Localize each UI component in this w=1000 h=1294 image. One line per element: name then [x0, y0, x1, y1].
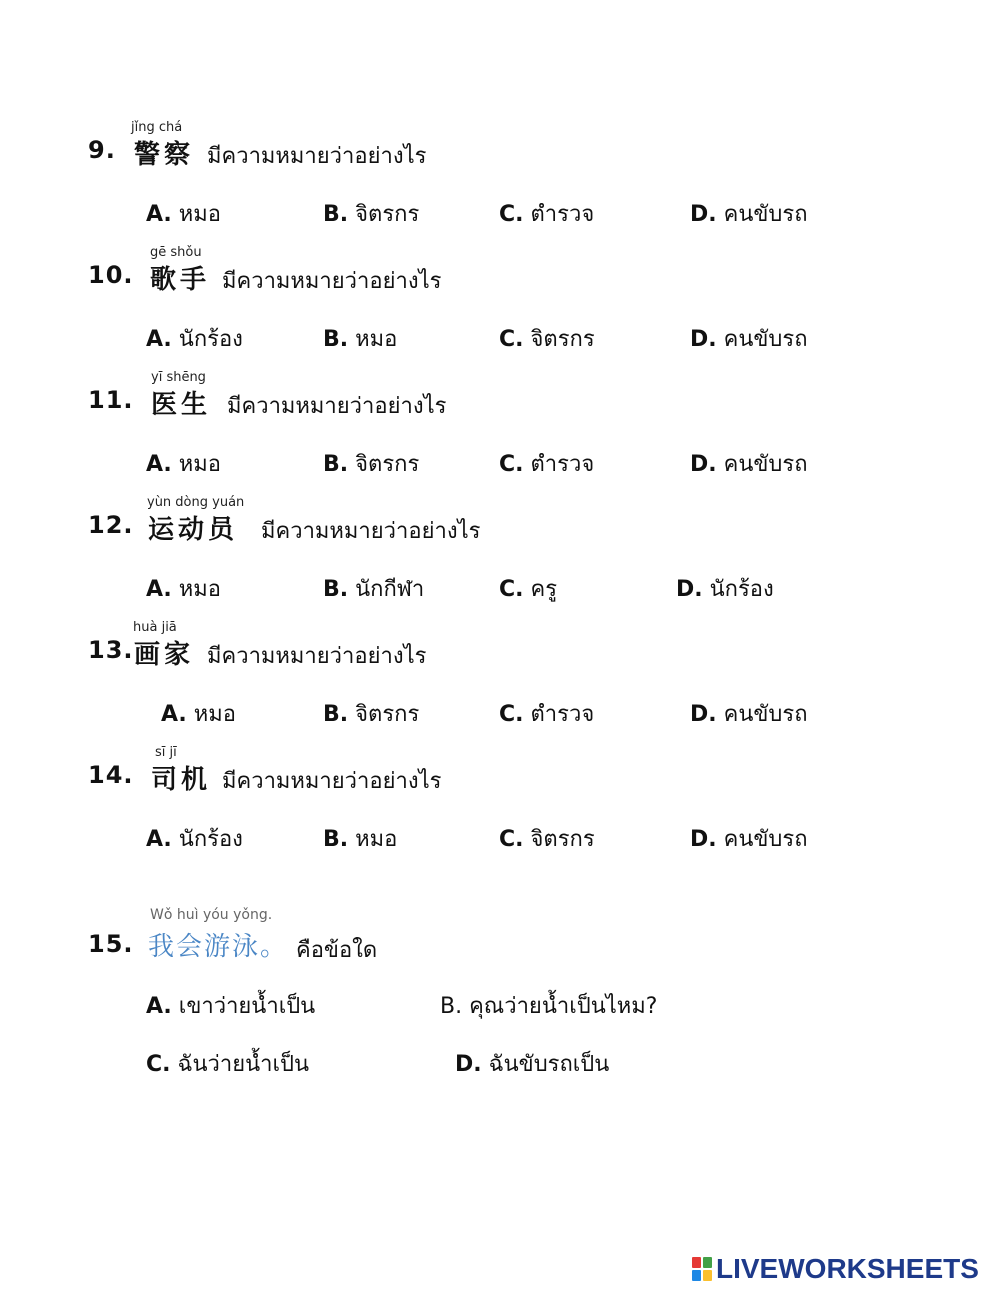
question-prompt: มีความหมายว่าอย่างไร [222, 269, 442, 294]
option-letter: D. [690, 702, 717, 727]
logo-text: LIVEWORKSHEETS [716, 1253, 979, 1284]
question-prompt: คือข้อใด [296, 938, 378, 963]
option-a[interactable] [146, 988, 315, 1023]
option-letter: C. [499, 702, 524, 727]
liveworksheets-blocks-icon [692, 1257, 712, 1281]
option-text: คนขับรถ [723, 202, 808, 227]
option-letter: D. [455, 1052, 482, 1077]
option-text: ตำรวจ [530, 702, 595, 727]
question-hanzi: 画家 [134, 640, 195, 670]
option-b[interactable] [323, 321, 397, 356]
option-letter: D. [676, 577, 703, 602]
option-text: จิตรกร [355, 702, 420, 727]
option-a[interactable] [146, 571, 221, 606]
option-c[interactable] [499, 446, 594, 481]
question-prompt: มีความหมายว่าอย่างไร [227, 394, 447, 419]
option-text: เขาว่ายน้ำเป็น [178, 994, 316, 1019]
option-text: ครู [530, 577, 558, 602]
pinyin: yùn dòng yuán [147, 495, 245, 510]
option-text: หมอ [355, 827, 398, 852]
option-b[interactable] [323, 196, 419, 231]
option-c[interactable] [499, 821, 595, 856]
pinyin: sī jī [155, 745, 177, 760]
option-b[interactable] [440, 988, 657, 1023]
question-prompt: มีความหมายว่าอย่างไร [207, 144, 427, 169]
option-d[interactable] [690, 696, 808, 731]
question-number: 9. [88, 136, 116, 164]
option-text: จิตรกร [530, 327, 595, 352]
option-a[interactable] [146, 321, 243, 356]
question-number: 10. [88, 261, 134, 289]
option-letter: C. [146, 1052, 171, 1077]
option-letter: C. [499, 327, 524, 352]
option-text: จิตรกร [530, 827, 595, 852]
option-letter: B. [323, 202, 349, 227]
option-letter: D. [690, 452, 717, 477]
option-text: หมอ [178, 452, 222, 477]
option-letter: B. [323, 702, 349, 727]
question-hanzi: 医生 [151, 390, 212, 420]
option-letter: A. [146, 827, 172, 852]
option-text: หมอ [355, 327, 398, 352]
question-hanzi: 运动员 [148, 515, 239, 545]
question-hanzi: 歌手 [150, 265, 211, 295]
option-letter: B. [323, 827, 349, 852]
option-text: จิตรกร [355, 202, 420, 227]
pinyin: jǐng chá [131, 120, 183, 135]
sentence-hanzi: 我会游泳。 [148, 932, 289, 962]
option-b[interactable] [323, 571, 424, 606]
option-d[interactable] [690, 196, 808, 231]
pinyin: yī shēng [151, 370, 206, 385]
question-prompt: มีความหมายว่าอย่างไร [207, 644, 427, 669]
option-letter: C. [499, 827, 524, 852]
option-a[interactable] [146, 446, 221, 481]
option-text: นักร้อง [178, 827, 243, 852]
option-text: นักกีฬา [355, 577, 425, 602]
option-letter: A. [146, 202, 172, 227]
option-letter: B. [323, 452, 349, 477]
option-letter: D. [690, 827, 717, 852]
option-letter: A. [146, 327, 172, 352]
option-letter: C. [499, 202, 524, 227]
pinyin: huà jiā [133, 620, 177, 635]
option-letter: A. [146, 994, 172, 1019]
option-letter: C. [499, 452, 524, 477]
option-d[interactable] [690, 821, 808, 856]
option-b[interactable] [323, 696, 419, 731]
option-text: คนขับรถ [723, 327, 808, 352]
question-prompt: มีความหมายว่าอย่างไร [261, 519, 481, 544]
option-d[interactable] [676, 571, 774, 606]
option-a[interactable] [146, 821, 243, 856]
option-letter: D. [690, 327, 717, 352]
question-number: 11. [88, 386, 134, 414]
option-text: นักร้อง [709, 577, 774, 602]
option-letter: A. [146, 452, 172, 477]
question-number: 12. [88, 511, 134, 539]
question-prompt: มีความหมายว่าอย่างไร [222, 769, 442, 794]
option-letter: B. [440, 994, 463, 1019]
option-letter: B. [323, 327, 349, 352]
option-text: จิตรกร [355, 452, 420, 477]
option-a[interactable] [161, 696, 236, 731]
option-text: คุณว่ายน้ำเป็นไหม? [469, 994, 658, 1019]
option-text: ตำรวจ [530, 202, 595, 227]
option-letter: A. [146, 577, 172, 602]
option-text: หมอ [178, 577, 222, 602]
option-a[interactable] [146, 196, 221, 231]
option-text: นักร้อง [178, 327, 243, 352]
option-letter: D. [690, 202, 717, 227]
option-d[interactable] [455, 1046, 609, 1081]
pinyin: gē shǒu [150, 245, 202, 260]
question-number: 13. [88, 636, 134, 664]
option-text: ฉันว่ายน้ำเป็น [177, 1052, 310, 1077]
pinyin: Wǒ huì yóu yǒng. [150, 907, 273, 923]
option-c[interactable] [146, 1046, 309, 1081]
option-letter: B. [323, 577, 349, 602]
option-text: คนขับรถ [723, 702, 808, 727]
option-text: คนขับรถ [723, 827, 808, 852]
option-c[interactable] [499, 321, 595, 356]
question-number: 15. [88, 930, 134, 958]
option-d[interactable] [690, 321, 808, 356]
option-b[interactable] [323, 821, 397, 856]
option-c[interactable] [499, 571, 557, 606]
option-c[interactable] [499, 696, 594, 731]
option-letter: A. [161, 702, 187, 727]
question-number: 14. [88, 761, 134, 789]
option-c[interactable] [499, 196, 594, 231]
option-text: ตำรวจ [530, 452, 595, 477]
option-b[interactable] [323, 446, 419, 481]
liveworksheets-logo [692, 1254, 979, 1284]
option-text: ฉันขับรถเป็น [488, 1052, 610, 1077]
question-hanzi: 警察 [134, 140, 195, 170]
option-letter: C. [499, 577, 524, 602]
option-text: หมอ [193, 702, 237, 727]
option-text: คนขับรถ [723, 452, 808, 477]
question-hanzi: 司机 [151, 765, 212, 795]
option-d[interactable] [690, 446, 808, 481]
option-text: หมอ [178, 202, 222, 227]
